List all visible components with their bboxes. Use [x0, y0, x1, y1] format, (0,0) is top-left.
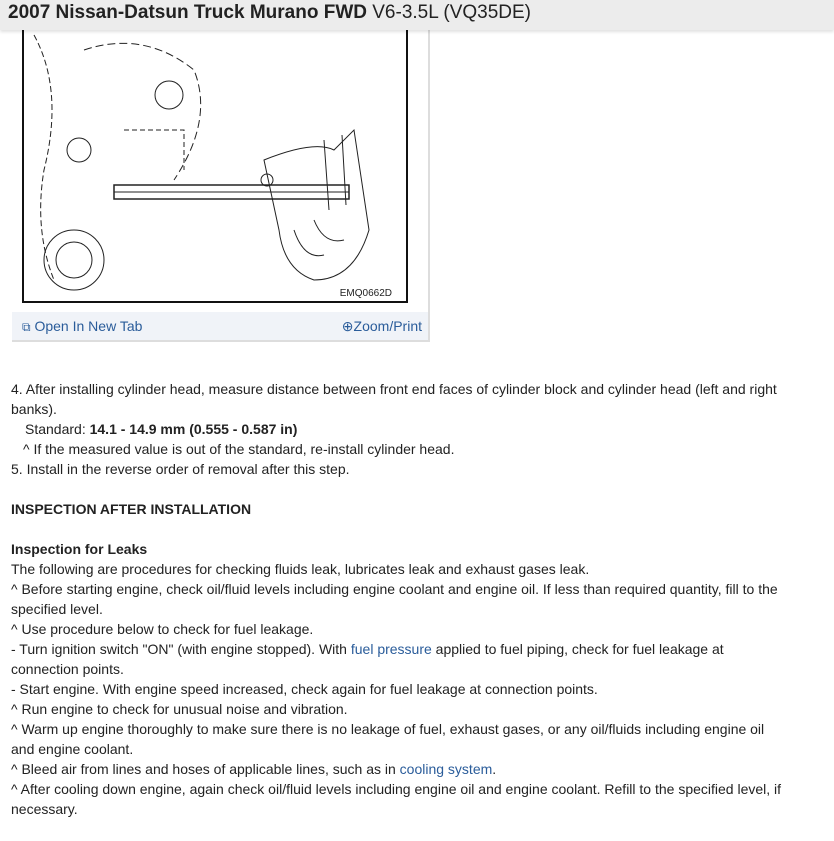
caliper-diagram	[24, 30, 406, 301]
figure-caption: EMQ0662D	[339, 288, 392, 299]
fuel-pressure-link[interactable]: fuel pressure	[350, 641, 432, 657]
page-header	[0, 0, 834, 30]
figure-container	[12, 20, 430, 342]
zoom-in-icon: ⊕	[341, 318, 354, 334]
list-item: ^ After cooling down engine, again check oil/fluid levels including engine oil and engine coolant. Refill to the specified level, if necessary.	[11, 781, 782, 817]
standard-spec	[11, 419, 791, 439]
text: applied to fuel piping, check for fuel leakage at connection points.	[11, 641, 724, 677]
list-item: ^ Warm up engine thoroughly to make sure there is no leakage of fuel, exhaust gases, or any oil/fluids including engine oil and engine coolant.	[11, 721, 765, 757]
diagram-image	[22, 28, 408, 303]
list-item: ^ Use procedure below to check for fuel leakage.	[11, 621, 314, 637]
step-4: 4. After installing cylinder head, measure distance between front end faces of cylinder block and cylinder head (left and right banks).	[11, 381, 777, 417]
text: .	[492, 761, 497, 777]
procedure-content	[11, 379, 791, 819]
list-item	[11, 759, 791, 779]
step-5: 5. Install in the reverse order of removal after this step.	[11, 461, 350, 477]
open-new-tab-link[interactable]	[22, 318, 142, 335]
open-new-tab-icon: ⧉	[22, 320, 31, 334]
open-new-tab-label: Open In New Tab	[34, 318, 143, 334]
list-item: ^ Run engine to check for unusual noise and vibration.	[11, 701, 348, 717]
standard-label: Standard:	[25, 421, 90, 437]
list-item	[11, 639, 791, 679]
vehicle-name: 2007 Nissan-Datsun Truck Murano FWD	[8, 2, 367, 23]
step-4-note: ^ If the measured value is out of the standard, re-install cylinder head.	[23, 441, 455, 457]
list-item: ^ Before starting engine, check oil/fluid levels including engine coolant and engine oil. If less than required quantity, fill to the specified level.	[11, 581, 778, 617]
figure-toolbar	[12, 312, 428, 340]
list-item: - Start engine. With engine speed increased, check again for fuel leakage at connection points.	[11, 681, 598, 697]
engine-spec: V6-3.5L (VQ35DE)	[372, 2, 532, 23]
text: - Turn ignition switch "ON" (with engine stopped). With	[11, 641, 351, 657]
intro-text: The following are procedures for checking fluids leak, lubricates leak and exhaust gases leak.	[11, 561, 590, 577]
sub-heading: Inspection for Leaks	[11, 541, 148, 557]
text: ^ Bleed air from lines and hoses of applicable lines, such as in	[11, 761, 400, 777]
page-title	[8, 2, 531, 24]
zoom-print-link[interactable]	[342, 318, 422, 335]
zoom-print-label: Zoom/Print	[353, 318, 422, 334]
section-heading: INSPECTION AFTER INSTALLATION	[11, 501, 252, 517]
cooling-system-link[interactable]: cooling system	[399, 761, 493, 777]
standard-value: 14.1 - 14.9 mm (0.555 - 0.587 in)	[89, 421, 298, 437]
